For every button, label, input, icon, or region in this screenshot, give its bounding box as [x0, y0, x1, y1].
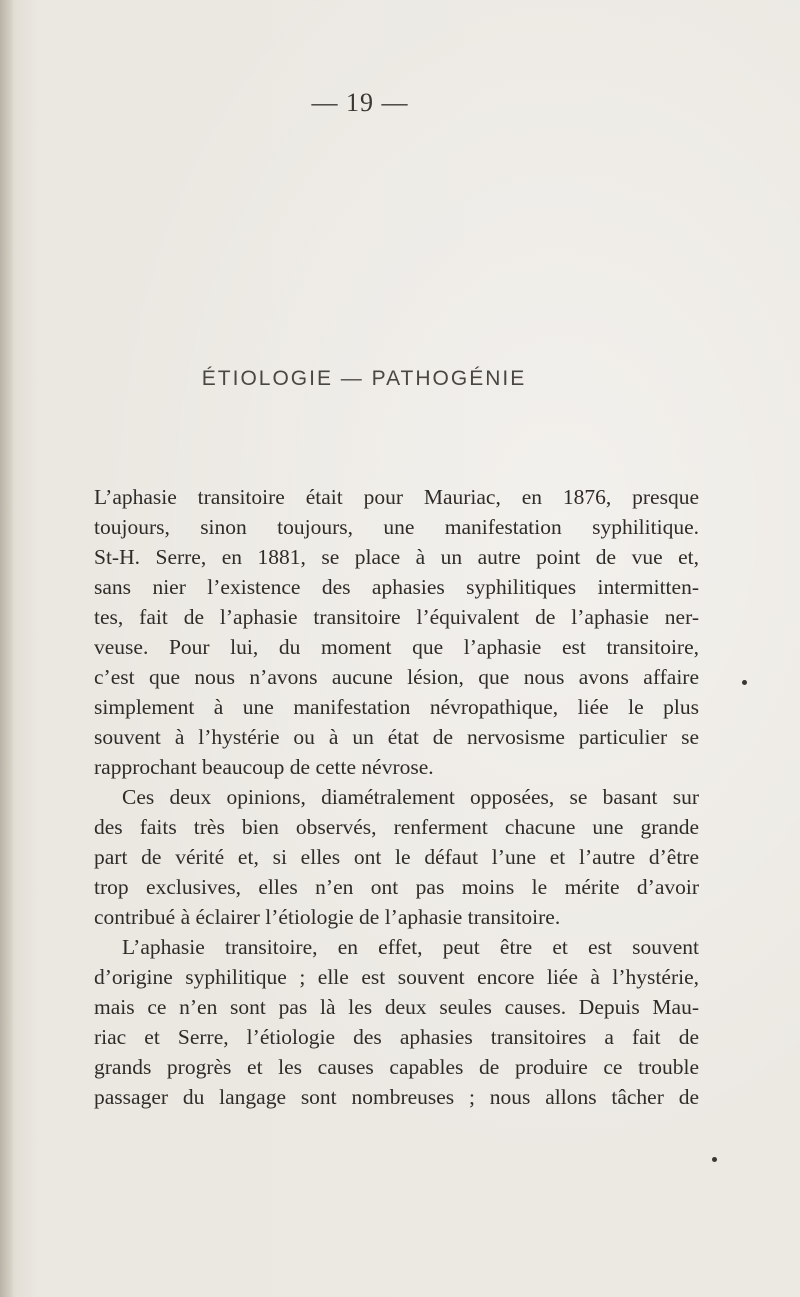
- body-text: [94, 482, 699, 1112]
- text-line: d’origine syphilitique ; elle est souvent encore liée à l’hystérie,: [94, 965, 699, 989]
- text-line: riac et Serre, l’étiologie des aphasies transitoires a fait de: [94, 1025, 699, 1049]
- text-line: grands progrès et les causes capables de produire ce trouble: [94, 1055, 699, 1079]
- text-line: souvent à l’hystérie ou à un état de nervosisme particulier se: [94, 725, 699, 749]
- text-line: contribué à éclairer l’étiologie de l’aphasie transitoire.: [94, 905, 561, 929]
- text-line: rapprochant beaucoup de cette névrose.: [94, 755, 434, 779]
- text-line: L’aphasie transitoire, en effet, peut être et est souvent: [122, 935, 699, 959]
- text-line: mais ce n’en sont pas là les deux seules causes. Depuis Mau-: [94, 995, 699, 1019]
- text-line: toujours, sinon toujours, une manifestation syphilitique.: [94, 515, 699, 539]
- text-line: simplement à une manifestation névropathique, liée le plus: [94, 695, 699, 719]
- text-line: veuse. Pour lui, du moment que l’aphasie est transitoire,: [94, 635, 699, 659]
- text-line: tes, fait de l’aphasie transitoire l’équivalent de l’aphasie ner-: [94, 605, 699, 629]
- text-line: passager du langage sont nombreuses ; nous allons tâcher de: [94, 1085, 699, 1109]
- text-line: L’aphasie transitoire était pour Mauriac, en 1876, presque: [94, 485, 699, 509]
- text-line: c’est que nous n’avons aucune lésion, que nous avons affaire: [94, 665, 699, 689]
- text-line: Ces deux opinions, diamétralement opposées, se basant sur: [122, 785, 699, 809]
- page-gutter: [0, 0, 14, 1297]
- text-line: trop exclusives, elles n’en ont pas moins le mérite d’avoir: [94, 875, 699, 899]
- page-number: — 19 —: [311, 88, 409, 117]
- ink-speck: [712, 1157, 717, 1162]
- text-line: sans nier l’existence des aphasies syphilitiques intermitten-: [94, 575, 699, 599]
- section-heading: ÉTIOLOGIE — PATHOGÉNIE: [201, 367, 527, 390]
- text-line: part de vérité et, si elles ont le défaut l’une et l’autre d’être: [94, 845, 699, 869]
- text-line: des faits très bien observés, renferment chacune une grande: [94, 815, 699, 839]
- ink-speck: [742, 680, 747, 685]
- text-line: St-H. Serre, en 1881, se place à un autre point de vue et,: [94, 545, 699, 569]
